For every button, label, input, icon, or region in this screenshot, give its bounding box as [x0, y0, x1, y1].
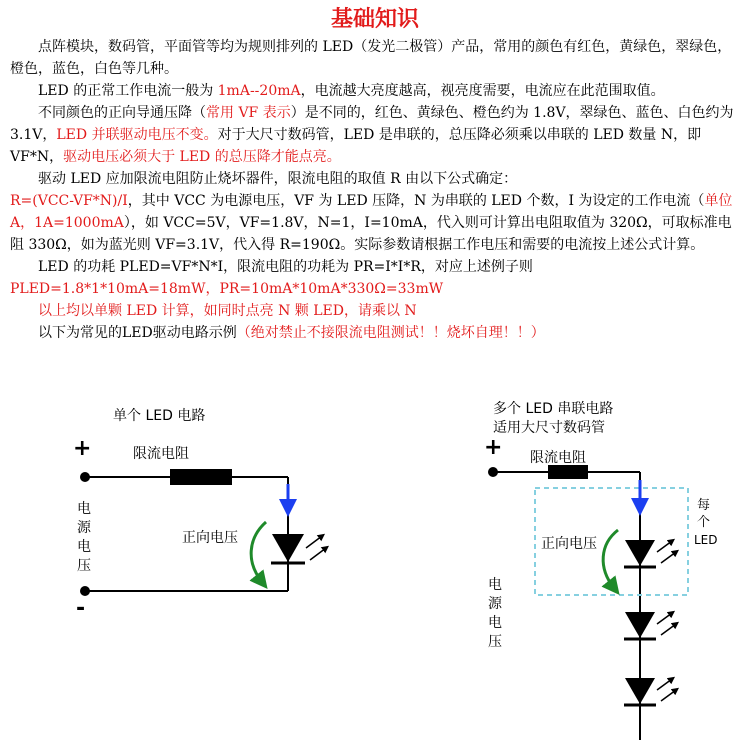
negative-terminal: [80, 586, 90, 596]
forward-voltage-label-right: 正向电压: [541, 536, 597, 552]
led-diode-icon: [272, 534, 304, 562]
para-multiply-note: 以上均以单颗 LED 计算，如同时点亮 N 颗 LED，请乘以 N: [38, 303, 417, 319]
resistor-symbol-right: [548, 465, 588, 479]
resistor-label: 限流电阻: [133, 446, 189, 462]
series-led-subtitle: 适用大尺寸数码管: [493, 420, 605, 436]
forward-voltage-label: 正向电压: [182, 530, 238, 546]
led-diode-2-icon: [625, 612, 655, 638]
para-led-types: 点阵模块，数码管，平面管等均为规则排列的 LED（发光二极管）产品，常用的颜色有红色，黄绿色，翠绿色，橙色，蓝色，白色等几种。: [10, 39, 732, 77]
source-voltage-label: 电源电压: [77, 501, 91, 574]
para-examples-intro: 以下为常见的LED驱动电路示例（绝对禁止不接限流电阻测试！！烧坏自理！！）: [38, 325, 545, 341]
minus-sign: -: [76, 596, 86, 621]
page-title: 基础知识: [330, 6, 419, 32]
led-diode-1-icon: [625, 540, 655, 566]
resistor-label-right: 限流电阻: [530, 450, 586, 466]
para-current: LED 的正常工作电流一般为 1mA--20mA，电流越大亮度越高，视亮度需要，电流应在此范围取值。: [38, 83, 665, 99]
para-power-example: PLED=1.8*1*10mA=18mW，PR=10mA*10mA*330Ω=33mW: [10, 281, 444, 297]
series-led-circuit: [488, 465, 688, 740]
plus-sign-right: +: [484, 435, 503, 460]
each-led-label: LED: [694, 533, 718, 547]
series-led-title: 多个 LED 串联电路: [493, 401, 614, 417]
each-label: 每个: [697, 498, 711, 530]
positive-terminal: [80, 472, 90, 482]
para-power: LED 的功耗 PLED=VF*N*I，限流电阻的功耗为 PR=I*I*R，对应上述例子则: [38, 259, 533, 275]
plus-sign: +: [73, 436, 92, 461]
para-voltage-drop: 不同颜色的正向导通压降（常用 VF 表示）是不同的，红色、黄绿色、橙色约为 1.8V，翠绿色、蓝色、白色约为 3.1V，LED 并联驱动电压不变。对于大尺寸数码管，LED 是串联的，总压降必须乘以串联的 LED 数量 N，即 VF*N，驱动电压必须大于 LED 的总压降才能点亮。: [10, 105, 734, 165]
led-diode-3-icon: [625, 678, 655, 704]
resistor-symbol: [170, 469, 232, 485]
single-led-title: 单个 LED 电路: [113, 408, 206, 424]
positive-terminal-right: [488, 467, 498, 477]
para-resistor-formula: 驱动 LED 应加限流电阻防止烧坏器件，限流电阻的取值 R 由以下公式确定： R=(VCC-VF*N)/I，其中 VCC 为电源电压，VF 为 LED 压降，N 为串联的 LED 个数，I 为设定的工作电流（单位 A，1A=1000mA），如 VCC=5V，VF=1.8V，N=1，I=10mA，代入则可计算出电阻取值为 320Ω，可取标准电阻 330Ω，如为蓝光则 VF=3.1V，代入得 R=190Ω。实际参数请根据工作电压和需要的电流按上述公式计算。: [10, 171, 733, 253]
voltage-arrow-icon-right: [603, 530, 618, 588]
voltage-arrow-icon: [251, 522, 266, 582]
source-voltage-label-right: 电源电压: [488, 577, 502, 650]
